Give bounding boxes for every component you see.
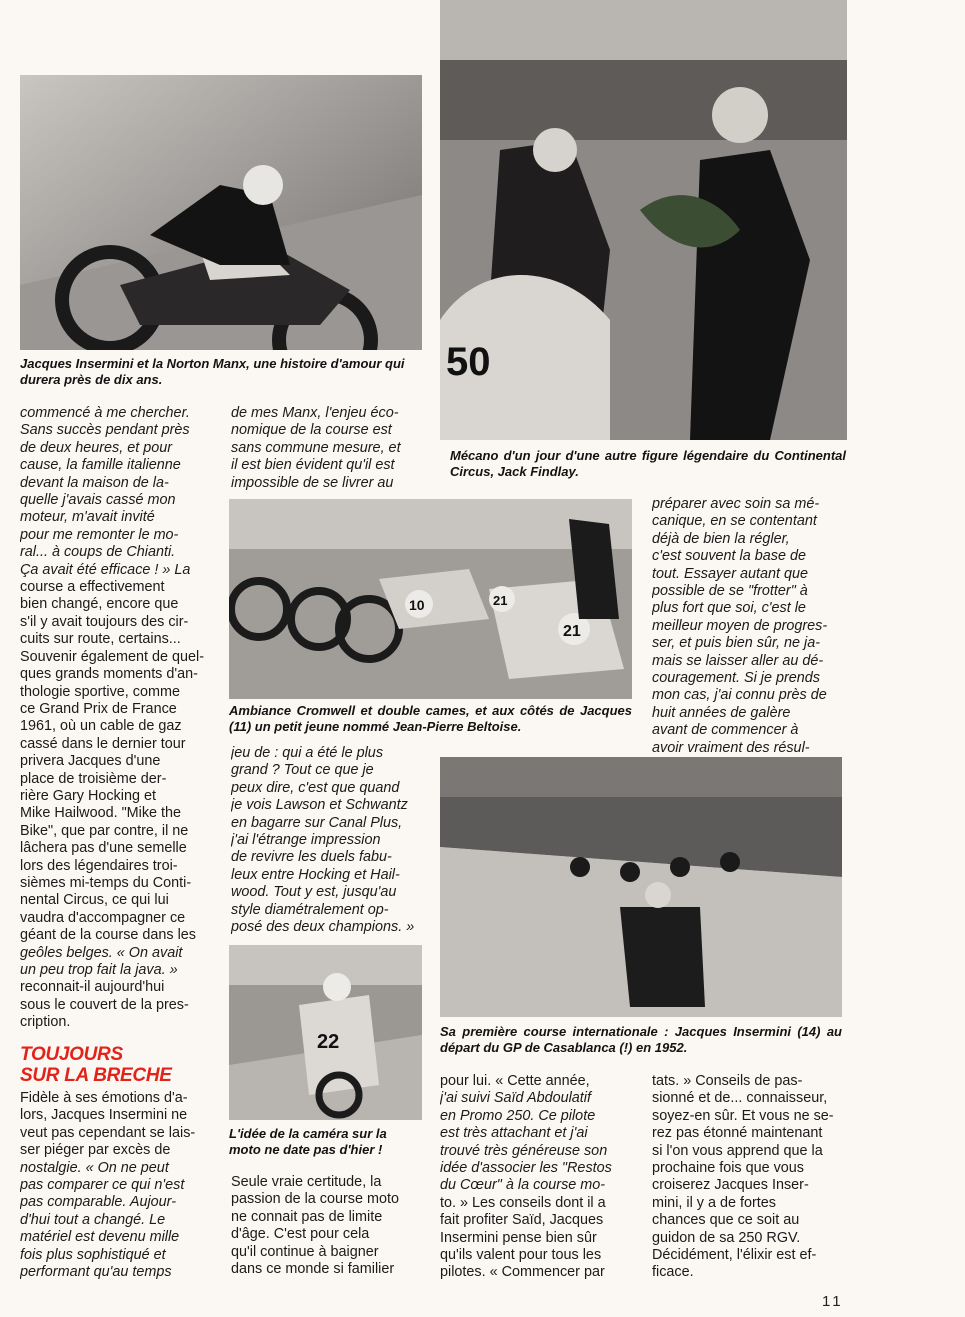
photo-norton-manx — [20, 75, 422, 350]
page-number: 11 — [822, 1293, 844, 1310]
photo-casablanca-gp — [440, 757, 842, 1017]
article-column-4-top: préparer avec soin sa mé- canique, en se contentant déjà de bien la régler, c'est souvent la base de tout. Essayer autant que possible de se "frotter" à plus fort que soi, c'est le meilleur moyen de progres- ser, et puis bien sûr, ne ja- mais se laisser aller au dé- couragement. Si je prends mon cas, j'ai connu près de huit années de galère avant de commencer à avoir vraiment des résul- — [652, 496, 828, 756]
caption-norton-manx: Jacques Insermini et la Norton Manx, une histoire d'amour qui durera près de dix ans. — [20, 356, 405, 387]
caption-mecano-findlay: Mécano d'un jour d'une autre figure légendaire du Continental Circus, Jack Findlay. — [450, 448, 846, 479]
section-heading: TOUJOURS SUR LA BRECHE — [20, 1044, 172, 1086]
article-column-3-bottom: pour lui. « Cette année, j'ai suivi Saïd Abdoulatif en Promo 250. Ce pilote est très attachant et j'ai trouvé très généreuse son idée d'associer les "Restos du Cœur" à la course mo- to. » Les conseils dont il a fait profiter Saïd, Jacques Insermini pense bien sûr qu'ils valent pour tous les pilotes. « Commencer par — [440, 1073, 612, 1281]
article-column-1-top: commencé à me chercher. Sans succès pendant près de deux heures, et pour cause, la famille italienne devant la maison de la- quelle j'avais cassé mon moteur, m'avait invité pour me remonter le mo- ral... à coups de Chianti. Ça avait été efficace ! » La course a effectivement bien changé, encore que s'il y avait toujours des cir- cuits sur route, certains... Souvenir également de quel- ques grands moments d'an- thologie sportive, comme ce Grand Prix de France 1961, où un cable de gaz cassé dans le dernier tour privera Jacques d'une place de troisième der- rière Gary Hocking et Mike Hailwood. "Mike the Bike", que par contre, il ne lâchera pas d'une semelle lors des légendaires troi- sièmes mi-temps du Conti- nental Circus, ce qui lui vaudra d'accompagner ce géant de la course dans les geôles belges. « On avait un peu trop fait la java. » reconnait-il aujourd'hui sous le couvert de la pres- cription. — [20, 405, 205, 1031]
photo-cromwell-beltoise — [229, 499, 632, 699]
article-column-2-bottom: Seule vraie certitude, la passion de la course moto ne connait pas de limite d'âge. C'est pour cela qu'il continue à baigner dans ce monde si familier — [231, 1174, 399, 1278]
article-column-2-top: de mes Manx, l'enjeu éco- nomique de la course est sans commune mesure, et il est bien évident qu'il est impossible de se livrer au — [231, 405, 401, 491]
caption-camera-moto: L'idée de la caméra sur la moto ne date pas d'hier ! — [229, 1126, 387, 1157]
photo-mecano-findlay — [440, 0, 847, 440]
race-number-50: 50 — [446, 340, 491, 384]
photo-camera-moto — [229, 945, 422, 1120]
caption-casablanca-gp: Sa première course internationale : Jacques Insermini (14) au départ du GP de Casablanca (!) en 1952. — [440, 1024, 842, 1055]
article-column-1-bottom: Fidèle à ses émotions d'a- lors, Jacques Insermini ne veut pas cependant se lais- ser piéger par excès de nostalgie. « On ne peut pas comparer ce qui n'est pas comparable. Aujour- d'hui tout a changé. Le matériel est devenu mille fois plus sophistiqué et performant qu'au temps — [20, 1090, 196, 1281]
race-number-21-a: 21 — [493, 593, 508, 608]
race-number-21-b: 21 — [563, 623, 581, 640]
race-number-10: 10 — [409, 597, 425, 613]
race-number-22: 22 — [317, 1031, 340, 1053]
article-column-2-mid: jeu de : qui a été le plus grand ? Tout ce que je peux dire, c'est que quand je vois Lawson et Schwantz en bagarre sur Canal Plus, j'ai l'étrange impression de revivre les duels fabu- leux entre Hocking et Hail- wood. Tout y est, jusqu'au style diamétralement op- posé des deux champions. » — [231, 745, 415, 936]
caption-cromwell-beltoise: Ambiance Cromwell et double cames, et aux côtés de Jacques (11) un petit jeune nommé Jean-Pierre Beltoise. — [229, 703, 632, 734]
article-column-4-bottom: tats. » Conseils de pas- sionné et de... connaisseur, soyez-en sûr. Et vous ne se- rez pas étonné maintenant si l'on vous apprend que la prochaine fois que vous croiserez Jacques Inser- mini, il y a de fortes chances que ce soit au guidon de sa 250 RGV. Décidément, l'élixir est ef- ficace. — [652, 1073, 834, 1281]
